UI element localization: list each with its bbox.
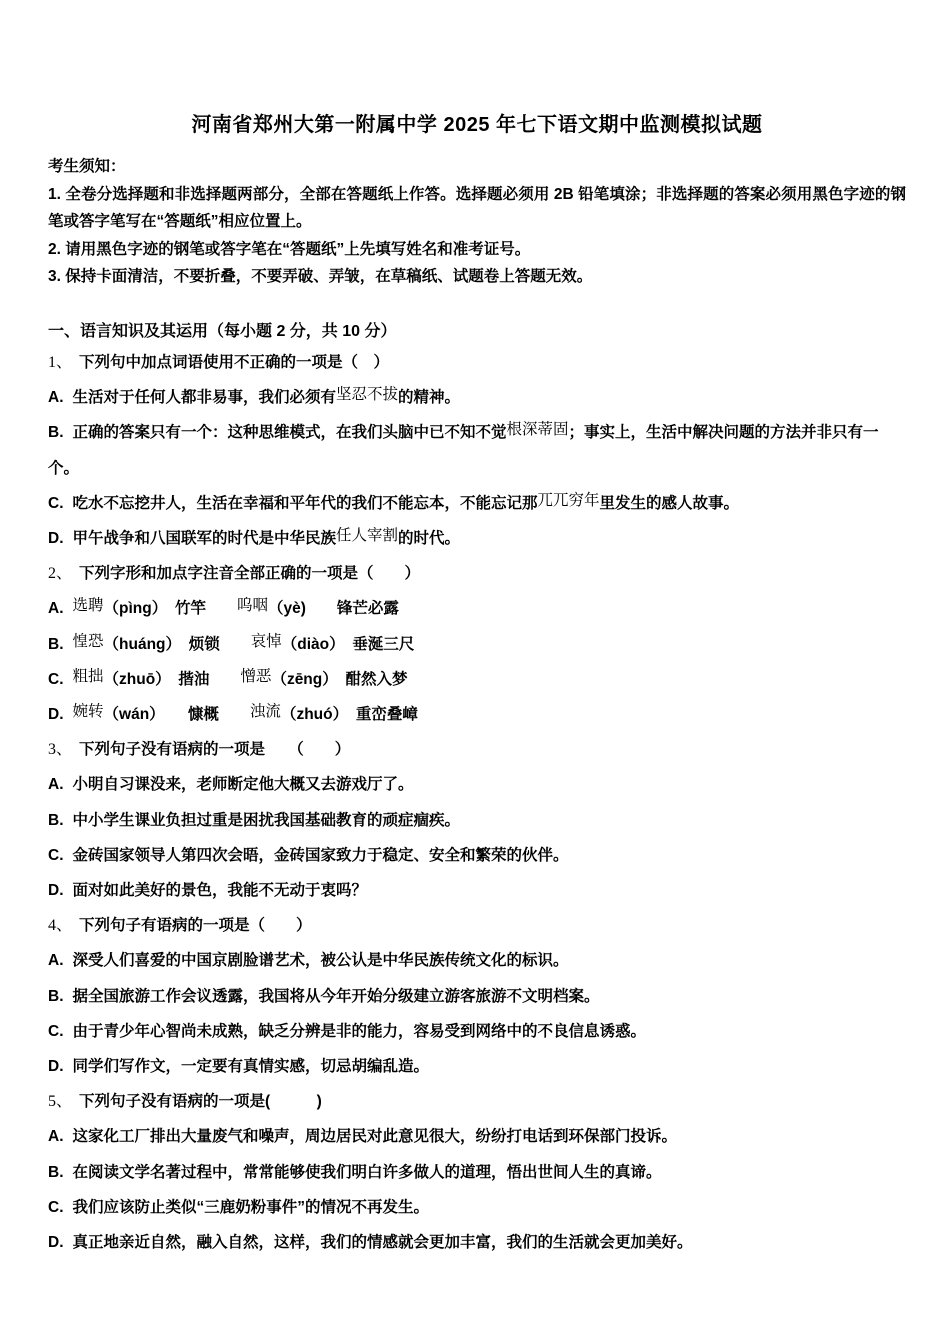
question-5-option-B bbox=[48, 1155, 906, 1190]
option-text: 真正地亲近自然，融入自然，这样，我们的情感就会更加丰富，我们的生活就会更加美好。 bbox=[72, 1234, 693, 1252]
option-text: ；事实上，生活中解决问题的方法并非只有一个。 bbox=[48, 424, 879, 477]
questions-list bbox=[48, 345, 906, 1260]
notice-heading: 考生须知： bbox=[48, 158, 126, 175]
option-label: C. bbox=[48, 846, 64, 864]
option-label: B. bbox=[48, 811, 64, 829]
option-text: 的时代。 bbox=[398, 529, 461, 547]
question-4-stem bbox=[48, 908, 906, 943]
question-1-option-C bbox=[48, 486, 906, 521]
question-5-option-C bbox=[48, 1190, 906, 1225]
emphasized-word: 婉转 bbox=[72, 703, 104, 720]
option-label: B. bbox=[48, 1163, 64, 1181]
option-label: B. bbox=[48, 424, 64, 442]
emphasized-word: 根深蒂固 bbox=[506, 421, 569, 439]
option-label: D. bbox=[48, 1058, 64, 1076]
option-text: 生活对于任何人都非易事，我们必须有 bbox=[72, 389, 337, 407]
question-1-option-A bbox=[48, 380, 906, 415]
question-1-option-B bbox=[48, 415, 906, 485]
question-2-option-C bbox=[48, 662, 906, 697]
option-text: （yè) 锋芒必露 bbox=[268, 600, 399, 618]
question-4-option-D bbox=[48, 1049, 906, 1084]
emphasized-word: 惶恐 bbox=[72, 632, 104, 650]
question-2-option-A bbox=[48, 591, 906, 626]
question-number: 1、 bbox=[48, 353, 73, 371]
option-text: 我们应该防止类似“三鹿奶粉事件”的情况不再发生。 bbox=[72, 1198, 430, 1216]
question-2-option-D bbox=[48, 697, 906, 732]
option-text: （zēng） 酣然入梦 bbox=[271, 670, 408, 688]
question-4-option-A bbox=[48, 943, 906, 978]
option-text: 小明自习课没来，老师断定他大概又去游戏厅了。 bbox=[72, 776, 414, 794]
emphasized-word: 哀悼 bbox=[250, 632, 282, 650]
question-1-stem bbox=[48, 345, 906, 380]
option-text: 在阅读文学名著过程中，常常能够使我们明白许多做人的道理，悟出世间人生的真谛。 bbox=[72, 1163, 662, 1181]
notice-section bbox=[48, 153, 906, 291]
option-text: （zhuó） 重峦叠嶂 bbox=[280, 706, 418, 723]
question-stem-text: 下列句子有语病的一项是（ ） bbox=[79, 917, 312, 935]
option-label: A. bbox=[48, 776, 64, 794]
question-5-option-D bbox=[48, 1225, 906, 1260]
option-label: C. bbox=[48, 1198, 64, 1216]
question-number: 3、 bbox=[48, 741, 73, 759]
option-label: D. bbox=[48, 529, 64, 547]
page-title: 河南省郑州大第一附属中学 2025 年七下语文期中监测模拟试题 bbox=[191, 114, 763, 136]
option-text: 中小学生课业负担过重是困扰我国基础教育的顽症痼疾。 bbox=[72, 811, 461, 829]
question-stem-text: 下列句子没有语病的一项是 （ ） bbox=[79, 741, 351, 759]
option-label: B. bbox=[48, 987, 64, 1005]
emphasized-word: 坚忍不拔 bbox=[336, 386, 399, 404]
emphasized-word: 粗拙 bbox=[72, 667, 104, 685]
option-text: 这家化工厂排出大量废气和噪声，周边居民对此意见很大，纷纷打电话到环保部门投诉。 bbox=[72, 1128, 678, 1146]
option-label: D. bbox=[48, 706, 64, 723]
section-heading: 一、语言知识及其运用（每小题 2 分，共 10 分） bbox=[48, 322, 397, 340]
question-3-stem bbox=[48, 732, 906, 767]
emphasized-word: 浊流 bbox=[249, 703, 281, 720]
emphasized-word: 呜咽 bbox=[236, 597, 268, 615]
question-3-option-C bbox=[48, 838, 906, 873]
question-3-option-D bbox=[48, 873, 906, 908]
notice-item-2: 2. 请用黑色字迹的钢笔或答字笔在“答题纸”上先填写姓名和准考证号。 bbox=[48, 240, 531, 258]
question-stem-text: 下列字形和加点字注音全部正确的一项是（ ） bbox=[79, 565, 421, 583]
question-number: 5、 bbox=[48, 1093, 73, 1111]
option-text: 深受人们喜爱的中国京剧脸谱艺术，被公认是中华民族传统文化的标识。 bbox=[72, 952, 569, 970]
option-label: C. bbox=[48, 670, 64, 688]
option-text: 据全国旅游工作会议透露，我国将从今年开始分级建立游客旅游不文明档案。 bbox=[72, 987, 600, 1005]
option-text: （diào） 垂涎三尺 bbox=[281, 635, 415, 653]
option-text: （pìng） 竹竿 bbox=[103, 600, 237, 618]
emphasized-word: 选聘 bbox=[72, 597, 104, 615]
option-label: C. bbox=[48, 494, 64, 512]
question-4-option-C bbox=[48, 1014, 906, 1049]
option-text: 金砖国家领导人第四次会晤，金砖国家致力于稳定、安全和繁荣的伙伴。 bbox=[72, 846, 569, 864]
option-text: （wán） 慷概 bbox=[103, 706, 250, 723]
question-number: 4、 bbox=[48, 917, 73, 935]
question-2-stem bbox=[48, 556, 906, 591]
question-1-option-D bbox=[48, 521, 906, 556]
option-label: D. bbox=[48, 882, 64, 900]
option-label: B. bbox=[48, 635, 64, 653]
option-text: （huáng） 烦锁 bbox=[103, 635, 251, 653]
option-label: A. bbox=[48, 952, 64, 970]
emphasized-word: 憎恶 bbox=[240, 667, 272, 685]
option-text: 的精神。 bbox=[398, 389, 461, 407]
question-number: 2、 bbox=[48, 565, 73, 583]
question-3-option-B bbox=[48, 803, 906, 838]
notice-item-3: 3. 保持卡面清洁，不要折叠，不要弄破、弄皱，在草稿纸、试题卷上答题无效。 bbox=[48, 268, 593, 286]
option-text: 甲午战争和八国联军的时代是中华民族 bbox=[72, 529, 337, 547]
option-text: 里发生的感人故事。 bbox=[599, 494, 740, 512]
question-4-option-B bbox=[48, 979, 906, 1014]
question-2-option-B bbox=[48, 627, 906, 662]
question-stem-text: 下列句中加点词语使用不正确的一项是（ ） bbox=[79, 353, 390, 371]
option-text: 同学们写作文，一定要有真情实感，切忌胡编乱造。 bbox=[72, 1058, 430, 1076]
question-5-option-A bbox=[48, 1119, 906, 1154]
option-label: A. bbox=[48, 1128, 64, 1146]
option-label: C. bbox=[48, 1022, 64, 1040]
option-label: A. bbox=[48, 600, 64, 618]
question-stem-text: 下列句子没有语病的一项是( ) bbox=[79, 1093, 322, 1111]
question-3-option-A bbox=[48, 767, 906, 802]
option-text: 吃水不忘挖井人，生活在幸福和平年代的我们不能忘本，不能忘记那 bbox=[72, 494, 538, 512]
notice-item-1: 1. 全卷分选择题和非选择题两部分，全部在答题纸上作答。选择题必须用 2B 铅笔填涂；非选择题的答案必须用黑色字迹的钢笔或答字笔写在“答题纸”相应位置上。 bbox=[48, 185, 906, 231]
emphasized-word: 任人宰割 bbox=[336, 526, 399, 544]
emphasized-word: 兀兀穷年 bbox=[537, 491, 600, 509]
option-label: D. bbox=[48, 1234, 64, 1252]
question-5-stem bbox=[48, 1084, 906, 1119]
option-text: （zhuō） 揩油 bbox=[103, 670, 241, 688]
option-text: 正确的答案只有一个：这种思维模式，在我们头脑中已不知不觉 bbox=[72, 424, 507, 442]
option-text: 由于青少年心智尚未成熟，缺乏分辨是非的能力，容易受到网络中的不良信息诱惑。 bbox=[72, 1022, 647, 1040]
option-label: A. bbox=[48, 389, 64, 407]
option-text: 面对如此美好的景色，我能不无动于衷吗？ bbox=[72, 882, 368, 900]
